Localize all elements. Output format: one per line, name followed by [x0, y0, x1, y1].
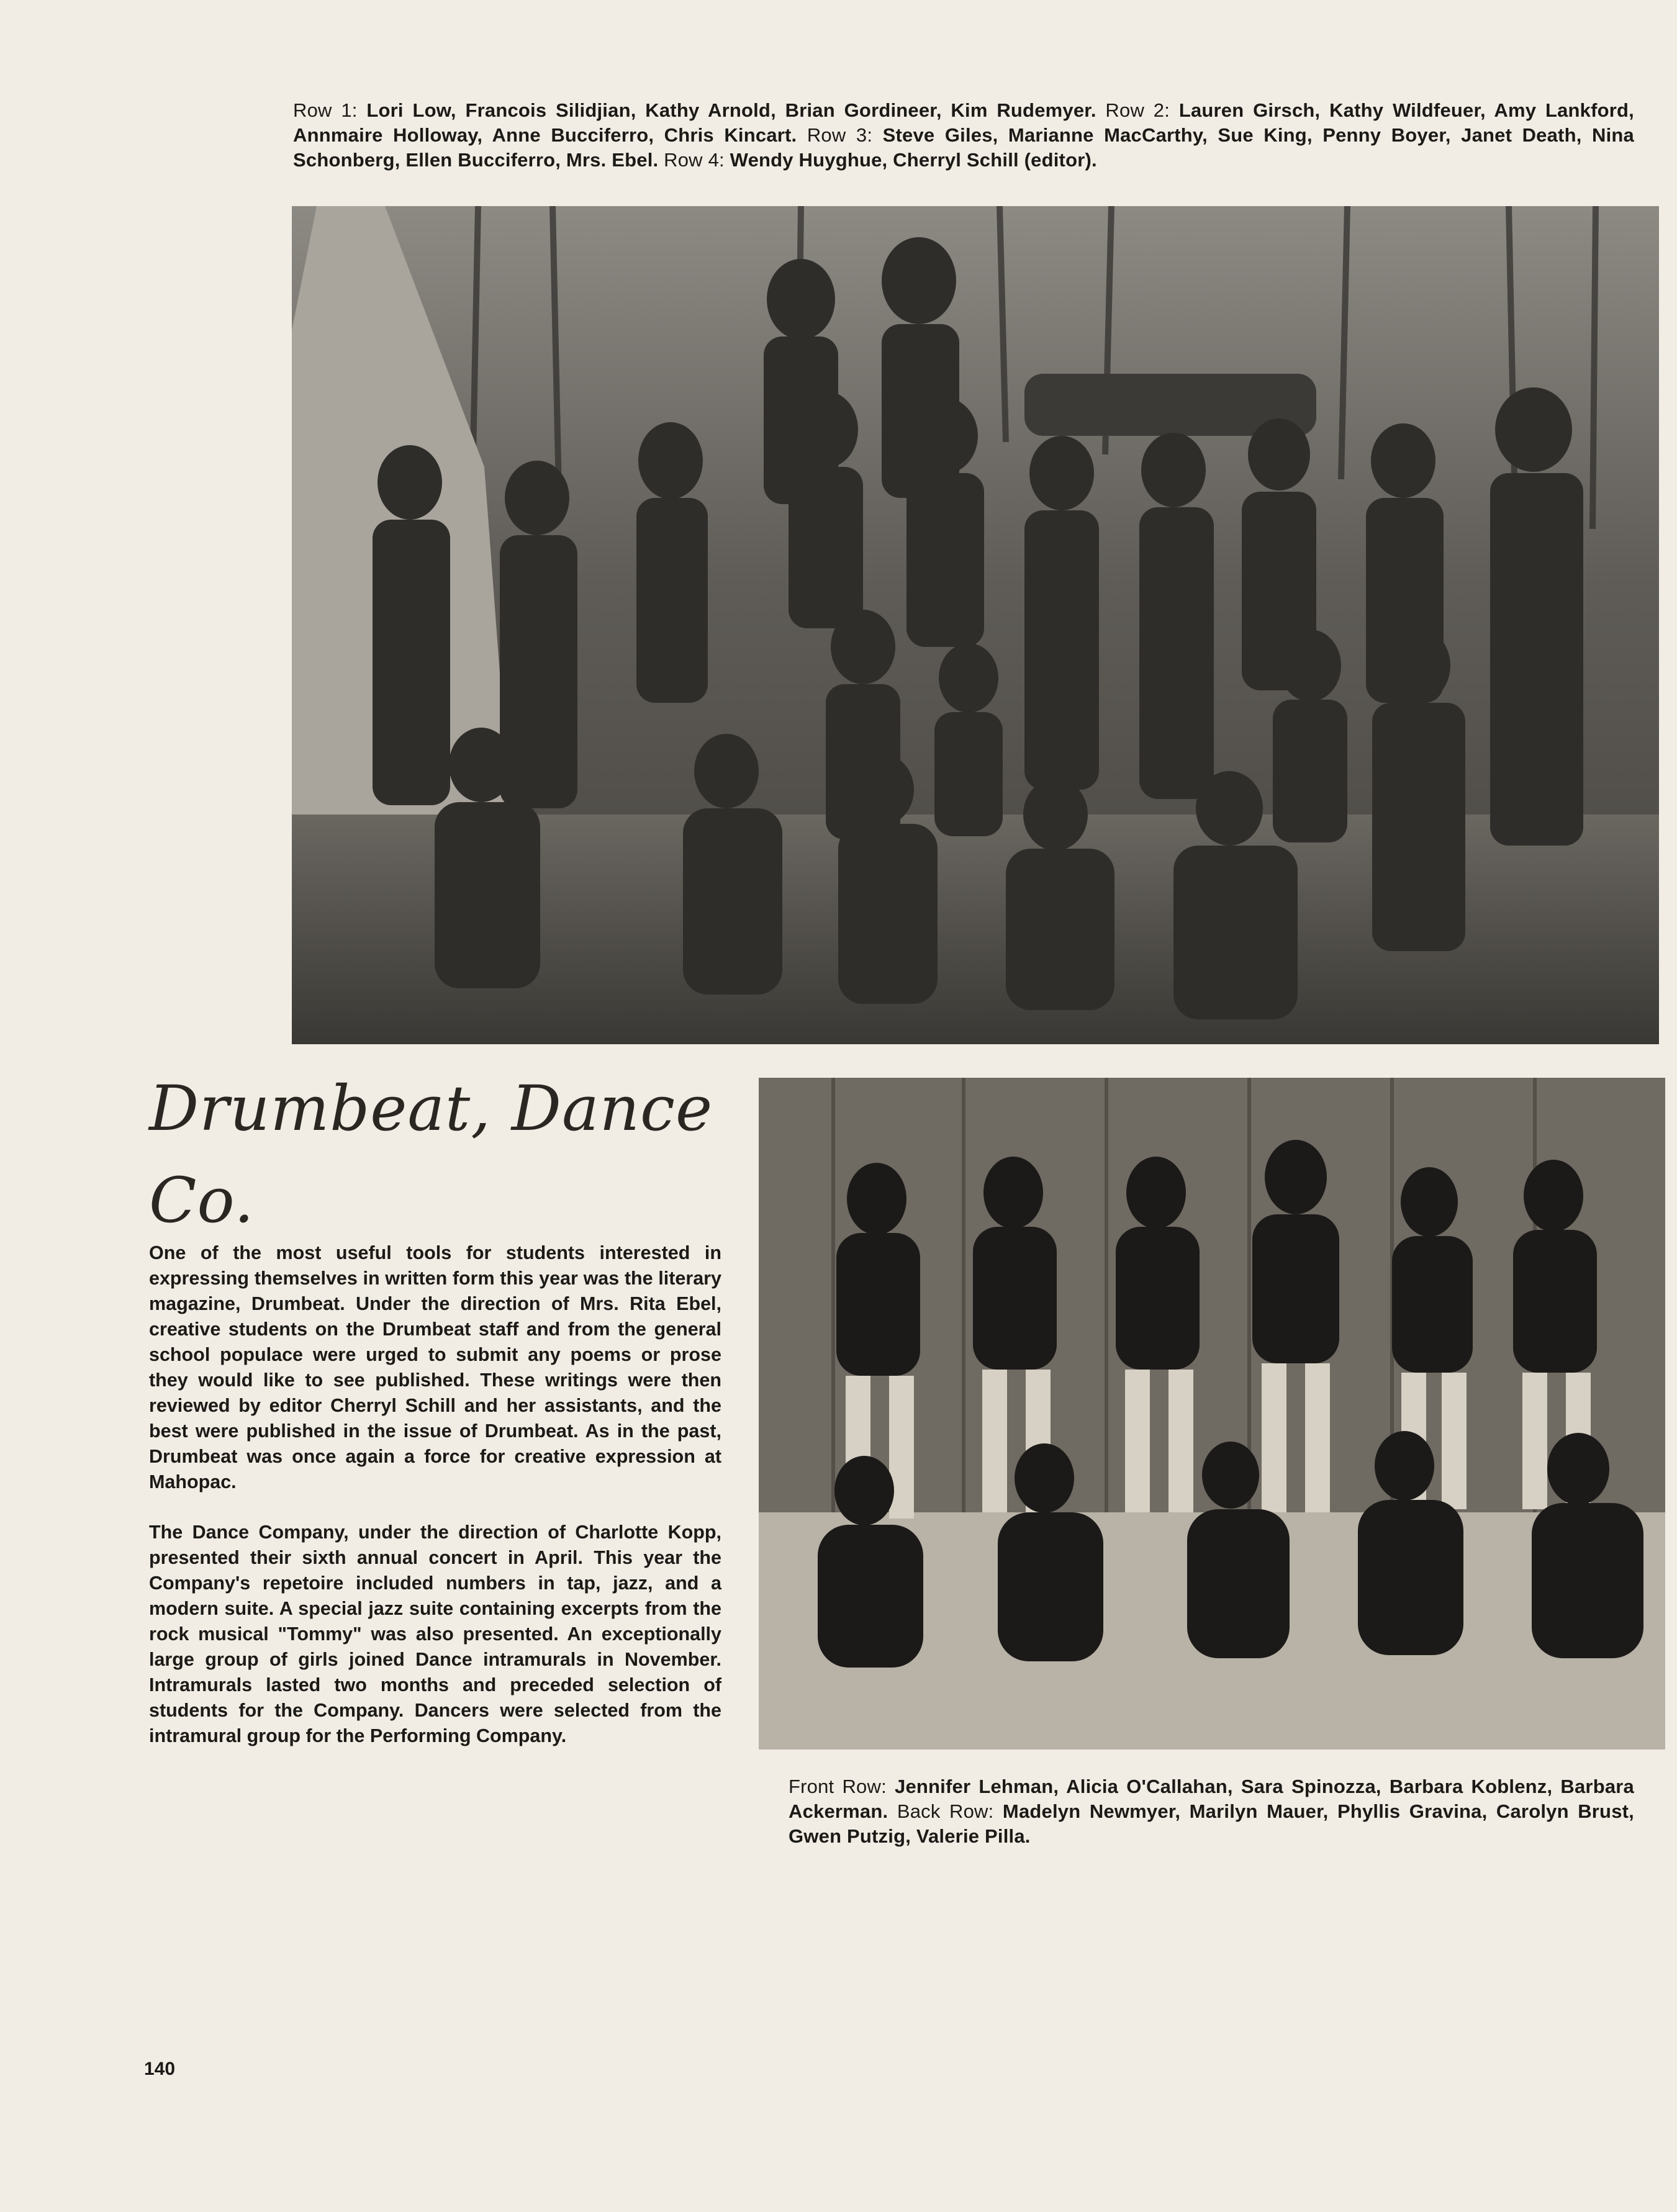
front-row-label: Front Row:: [789, 1776, 887, 1797]
article-paragraph-drumbeat: One of the most useful tools for students interested in expressing themselves in written form this year was the literary magazine, Drumbeat. Under the direction of Mrs. Rita Ebel, creative students on the Drumbeat staff and from the general school populace were urged to submit any poems or prose they would like to see published. These writings were then reviewed by editor Cherryl Schill and her assistants, and the best were published in the issue of Drumbeat. As in the past, Drumbeat was once again a force for creative expression at Mahopac.: [149, 1242, 721, 1492]
back-row-names: Madelyn Newmyer, Marilyn Mauer, Phyllis Gravina, Carolyn Brust, Gwen Putzig, Valerie Pilla.: [789, 1800, 1634, 1847]
row3-names: Steve Giles, Marianne MacCarthy, Sue King, Penny Boyer, Janet Death, Nina Schonberg, Ellen Bucciferro, Mrs. Ebel.: [293, 124, 1634, 171]
back-row-label: Back Row:: [897, 1800, 994, 1822]
row2-names: Lauren Girsch, Kathy Wildfeuer, Amy Lankford, Annmaire Holloway, Anne Bucciferro, Chris Kincart.: [293, 99, 1634, 146]
row2-label: Row 2:: [1105, 99, 1170, 121]
drumbeat-staff-photo: [292, 206, 1659, 1044]
section-headline: Drumbeat, Dance Co.: [149, 1072, 713, 1237]
row4-label: Row 4:: [664, 149, 725, 171]
dance-company-photo: [759, 1078, 1665, 1749]
row1-names: Lori Low, Francois Silidjian, Kathy Arnold, Brian Gordineer, Kim Rudemyer.: [366, 99, 1096, 121]
staff-photo-caption: [293, 98, 1634, 173]
row4-names: Wendy Huyghue, Cherryl Schill (editor).: [730, 149, 1097, 171]
dance-photo-caption: [789, 1774, 1634, 1849]
article-body: [149, 1240, 721, 1774]
article-paragraph-dance: The Dance Company, under the direction of Charlotte Kopp, presented their sixth annual concert in April. This year the Company's repetoire included numbers in tap, jazz, and a modern suite. A special jazz suite containing excerpts from the rock musical "Tommy" was also presented. An exceptionally large group of girls joined Dance intramurals in November. Intramurals lasted two months and preceded selection of students for the Company. Dancers were selected from the intramural group for the Performing Company.: [149, 1522, 721, 1746]
front-row-names: Jennifer Lehman, Alicia O'Callahan, Sara Spinozza, Barbara Koblenz, Barbara Ackerman.: [789, 1776, 1634, 1822]
row3-label: Row 3:: [807, 124, 873, 146]
row1-label: Row 1:: [293, 99, 358, 121]
page-number: 140: [144, 2059, 176, 2079]
